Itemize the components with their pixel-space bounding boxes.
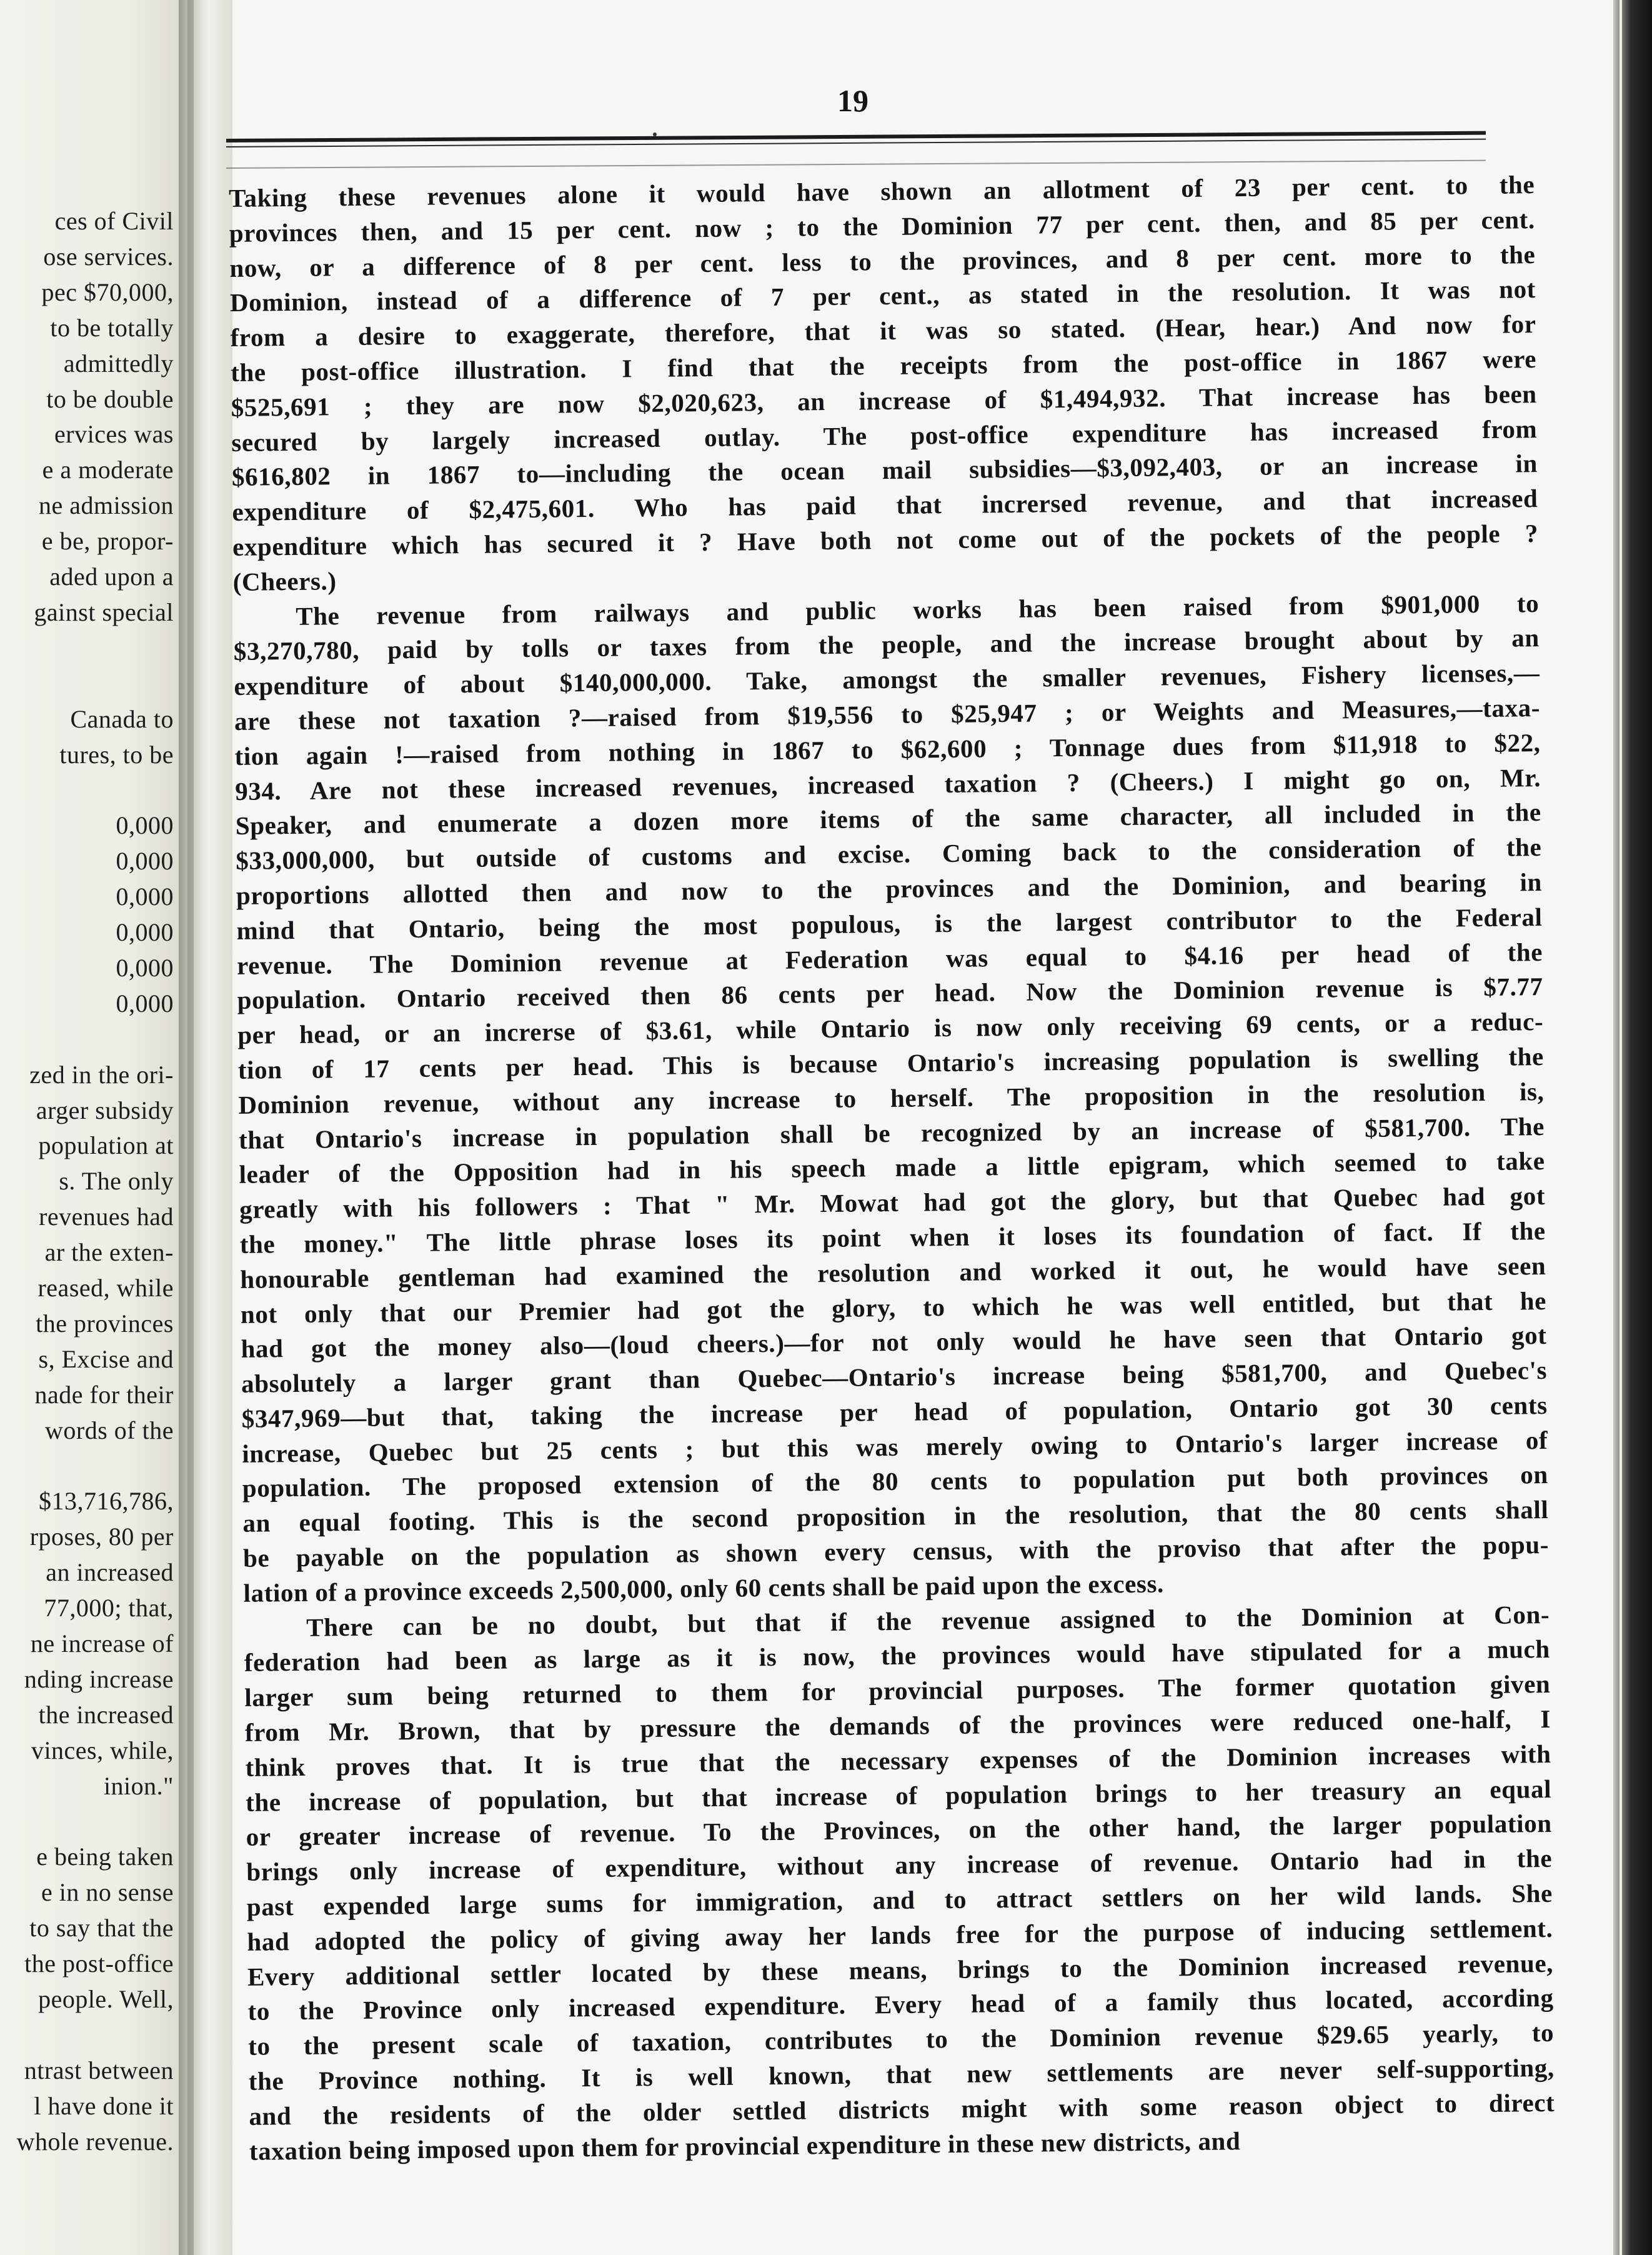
- text-line: from Mr. Brown, that by pressure the demands of the provinces were reduced one-half, I: [244, 1704, 1551, 1747]
- fragment-line: l have done it: [34, 2091, 174, 2120]
- text-line: 934. Are not these increased revenues, increased taxation ? (Cheers.) I might go on, Mr.: [234, 762, 1541, 806]
- text-line: to the present scale of taxation, contributes to the Dominion revenue $29.65 yearly, to: [248, 2018, 1555, 2061]
- fragment-line: 0,000: [116, 953, 174, 982]
- text-line: and the residents of the older settled districts might with some reason object to direct: [249, 2088, 1555, 2131]
- body-text: [229, 168, 1555, 2169]
- fragment-line: rposes, 80 per: [29, 1522, 174, 1551]
- text-line: Speaker, and enumerate a dozen more items of the same character, all included in the: [235, 798, 1541, 841]
- page-number: 19: [837, 83, 868, 118]
- text-line: proportions allotted then and now to the provinces and the Dominion, and bearing in: [236, 867, 1543, 910]
- fragment-line: 0,000: [116, 918, 174, 946]
- text-line: lation of a province exceeds 2,500,000, only 60 cents shall be paid upon the excess.: [243, 1569, 1165, 1608]
- text-line: Taking these revenues alone it would have shown an allotment of 23 per cent. to the: [229, 170, 1535, 212]
- text-line: The revenue from railways and public works has been raised from $901,000 to: [296, 588, 1540, 631]
- text-line: had got the money also—(loud cheers.)—for not only would he have seen that Ontario got: [241, 1321, 1547, 1364]
- text-line: federation had been as large as it is now, the provinces would have stipulated for a much: [244, 1634, 1550, 1678]
- fragment-line: e being taken: [36, 1842, 174, 1871]
- text-line: expenditure which has secured it ? Have both not come out of the pockets of the people ?: [232, 519, 1539, 561]
- fragment-line: the increased: [38, 1700, 174, 1729]
- fragment-line: the post-office: [24, 1949, 174, 1978]
- text-line: be payable on the population as shown every census, with the proviso that after the popu-: [242, 1530, 1550, 1572]
- text-line: Dominion revenue, without any increase to herself. The proposition in the resolution is,: [238, 1076, 1545, 1119]
- text-line: increase, Quebec but 25 cents ; but this was merely owing to Ontario's larger increase of: [242, 1425, 1548, 1468]
- text-line: the increase of population, but that increase of population brings to her treasury an equal: [245, 1774, 1552, 1817]
- fragment-line: 0,000: [116, 989, 174, 1018]
- fragment-line: vinces, while,: [31, 1736, 174, 1764]
- fragment-line: people. Well,: [38, 1985, 174, 2013]
- fragment-line: tures, to be: [59, 740, 174, 769]
- text-line: the Province nothing. It is well known, that new settlements are never self-supporting,: [248, 2052, 1555, 2096]
- fragment-line: e a moderate: [42, 456, 174, 484]
- text-line: $33,000,000, but outside of customs and excise. Coming back to the consideration of the: [236, 832, 1542, 876]
- text-line: $3,270,780, paid by tolls or taxes from the people, and the increase brought about by an: [233, 623, 1540, 666]
- text-line: greatly with his followers : That " Mr. Mowat had got the glory, but that Quebec had got: [239, 1181, 1546, 1224]
- fragment-line: Canada to: [70, 704, 174, 733]
- fragment-line: ose services.: [43, 242, 174, 271]
- fragment-line: arger subsidy: [36, 1096, 174, 1124]
- fragment-line: to say that the: [29, 1914, 174, 1942]
- text-line: Every additional settler located by these means, brings to the Dominion increased revenue,: [247, 1948, 1554, 1991]
- text-line: tion of 17 cents per head. This is because Ontario's increasing population is swelling the: [237, 1041, 1545, 1084]
- text-line: the money." The little phrase loses its point when it loses its foundation of fact. If the: [239, 1216, 1546, 1259]
- fragment-line: ces of Civil: [54, 207, 174, 235]
- fragment-line: 0,000: [116, 847, 174, 876]
- page-edge-line: [1620, 0, 1622, 2255]
- text-line: Dominion, instead of a difference of 7 per cent., as stated in the resolution. It was not: [229, 274, 1536, 318]
- fragment-line: nade for their: [34, 1380, 174, 1409]
- text-line: expenditure of $2,475,601. Who has paid that incrersed revenue, and that increased: [232, 484, 1538, 527]
- fragment-line: ne increase of: [30, 1629, 174, 1658]
- text-line: from a desire to exaggerate, therefore, that it was so stated. (Hear, hear.) And now for: [230, 309, 1536, 352]
- text-line: larger sum being returned to them for provincial purposes. The former quotation given: [244, 1669, 1551, 1712]
- text-line: taxation being imposed upon them for provincial expenditure in these new districts, and: [249, 2126, 1241, 2166]
- fragment-line: s, Excise and: [38, 1344, 174, 1373]
- text-line: provinces then, and 15 per cent. now ; to the Dominion 77 per cent. then, and 85 per cent.: [229, 204, 1535, 248]
- fragment-line: ntrast between: [24, 2056, 174, 2084]
- fragment-line: gainst special: [34, 598, 174, 626]
- fragment-line: reased, while: [37, 1274, 174, 1302]
- text-line: an equal footing. This is the second proposition in the resolution, that the 80 cents shall: [242, 1495, 1549, 1538]
- text-line: mind that Ontario, being the most populous, is the largest contributor to the Federal: [236, 902, 1543, 945]
- facing-page-fragment: [0, 0, 179, 2255]
- text-line: think proves that. It is true that the necessary expenses of the Dominion increases with: [245, 1739, 1551, 1782]
- fragment-line: pec $70,000,: [41, 278, 174, 306]
- fragment-line: e in no sense: [41, 1878, 174, 1907]
- fragment-line: ar the exten-: [44, 1238, 174, 1267]
- text-line: tion again !—raised from nothing in 1867 to $62,600 ; Tonnage dues from $11,918 to $22,: [234, 728, 1541, 771]
- gutter-crease: [187, 0, 194, 2255]
- text-line: the post-office illustration. I find that the receipts from the post-office in 1867 were: [230, 344, 1537, 387]
- text-line: $525,691 ; they are now $2,020,623, an increase of $1,494,932. That increase has been: [231, 379, 1537, 422]
- fragment-line: admittedly: [63, 349, 174, 378]
- text-line: had adopted the policy of giving away her lands free for the purpose of inducing settlement.: [247, 1913, 1553, 1956]
- fragment-line: 77,000; that,: [44, 1594, 174, 1622]
- text-line: per head, or an increrse of $3.61, while Ontario is now only receiving 69 cents, or a reduc-: [237, 1007, 1544, 1050]
- fragment-line: ne admission: [39, 491, 174, 520]
- fragment-line: s. The only: [59, 1167, 174, 1196]
- text-line: There can be no doubt, but that if the revenue assigned to the Dominion at Con-: [306, 1599, 1550, 1642]
- text-line: absolutely a larger grant than Quebec—Ontario's increase being $581,700, and Quebec's: [241, 1356, 1548, 1398]
- fragment-line: inion.": [103, 1771, 174, 1800]
- text-line: to the Province only increased expenditure. Every head of a family thus located, according: [247, 1983, 1554, 2026]
- text-line: expenditure of about $140,000,000. Take, amongst the smaller revenues, Fishery licenses,—: [234, 658, 1540, 701]
- fragment-line: ervices was: [54, 420, 174, 449]
- fragment-line: aded upon a: [49, 562, 174, 591]
- fragment-line: zed in the ori-: [29, 1060, 174, 1089]
- fragment-line: to be double: [46, 384, 174, 413]
- fragment-line: 0,000: [116, 882, 174, 911]
- fragment-line: population at: [38, 1131, 174, 1160]
- text-line: $347,969—but that, taking the increase per head of population, Ontario got 30 cents: [241, 1390, 1548, 1433]
- text-line: not only that our Premier had got the glory, to which he was well entitled, but that he: [240, 1286, 1547, 1329]
- text-line: $616,802 in 1867 to—including the ocean mail subsidies—$3,092,403, or an increase in: [231, 449, 1538, 492]
- page-edge: [1613, 0, 1652, 2255]
- fragment-line: words of the: [45, 1416, 174, 1444]
- book-gutter: [179, 0, 232, 2255]
- text-line: now, or a difference of 8 per cent. less to the provinces, and 8 per cent. more to the: [229, 239, 1536, 282]
- text-line: secured by largely increased outlay. The post-office expenditure has increased from: [231, 414, 1538, 457]
- text-line: brings only increase of expenditure, without any increase of revenue. Ontario had in the: [246, 1844, 1553, 1887]
- fragment-line: whole revenue.: [16, 2127, 174, 2156]
- fragment-line: nding increase: [24, 1664, 174, 1693]
- fragment-line: revenues had: [39, 1202, 174, 1231]
- text-line: leader of the Opposition had in his speech made a little epigram, which seemed to take: [239, 1146, 1545, 1189]
- text-line: past expended large sums for immigration, and to attract settlers on her wild lands. She: [246, 1879, 1553, 1921]
- fragment-line: 0,000: [116, 811, 174, 840]
- text-line: revenue. The Dominion revenue at Federation was equal to $4.16 per head of the: [236, 937, 1543, 980]
- text-line: honourable gentleman had examined the resolution and worked it out, he would have seen: [240, 1251, 1546, 1294]
- fragment-line: $13,716,786,: [39, 1487, 174, 1516]
- text-line: are these not taxation ?—raised from $19,556 to $25,947 ; or Weights and Measures,—taxa-: [234, 693, 1541, 736]
- fragment-line: an increased: [46, 1558, 174, 1587]
- text-line: population. Ontario received then 86 cents per head. Now the Dominion revenue is $7.77: [237, 972, 1543, 1015]
- text-line: that Ontario's increase in population shall be recognized by an increase of $581,700. The: [238, 1111, 1545, 1154]
- fragment-line: to be totally: [50, 313, 174, 342]
- text-line: (Cheers.): [232, 566, 337, 596]
- text-line: or greater increase of revenue. To the Provinces, on the other hand, the larger population: [246, 1809, 1552, 1852]
- fragment-line: e be, propor-: [41, 527, 174, 556]
- fragment-line: the provinces: [36, 1309, 174, 1338]
- text-line: population. The proposed extension of the 80 cents to population put both provinces on: [242, 1460, 1549, 1503]
